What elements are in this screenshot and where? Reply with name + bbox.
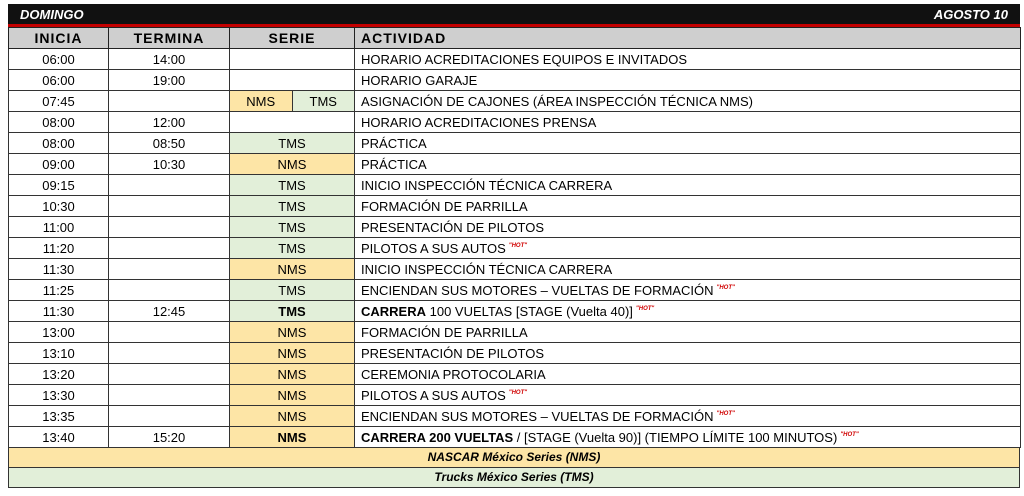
start-time: 10:30 <box>9 196 109 217</box>
activity-cell <box>355 133 1021 154</box>
table-row <box>9 175 1021 196</box>
series-cell <box>230 91 355 112</box>
end-time <box>109 217 230 238</box>
start-time: 13:10 <box>9 343 109 364</box>
series-cell: NMS <box>230 406 355 427</box>
table-row <box>9 133 1021 154</box>
activity-cell <box>355 217 1021 238</box>
series-cell: TMS <box>230 133 355 154</box>
hot-tag: "HOT" <box>508 243 528 250</box>
activity-cell <box>355 385 1021 406</box>
start-time: 08:00 <box>9 133 109 154</box>
activity-cell <box>355 196 1021 217</box>
start-time: 11:00 <box>9 217 109 238</box>
end-time: 08:50 <box>109 133 230 154</box>
table-row <box>9 91 1021 112</box>
activity-cell <box>355 280 1021 301</box>
table-row <box>9 322 1021 343</box>
activity-cell <box>355 238 1021 259</box>
day-header-bar <box>8 4 1020 24</box>
activity-cell <box>355 91 1021 112</box>
col-header-end: TERMINA <box>109 28 230 49</box>
start-time: 06:00 <box>9 49 109 70</box>
table-row <box>9 427 1021 448</box>
series-cell: NMS <box>230 427 355 448</box>
series-tms: TMS <box>293 91 355 111</box>
end-time: 15:20 <box>109 427 230 448</box>
hot-tag: "HOT" <box>635 306 655 313</box>
end-time <box>109 406 230 427</box>
end-time <box>109 175 230 196</box>
hot-tag: "HOT" <box>840 432 859 439</box>
activity-text: FORMACIÓN DE PARRILLA <box>361 324 528 340</box>
series-cell: TMS <box>230 238 355 259</box>
start-time: 13:00 <box>9 322 109 343</box>
series-cell: TMS <box>230 301 355 322</box>
series-cell: NMS <box>230 364 355 385</box>
start-time: 07:45 <box>9 91 109 112</box>
activity-text: ENCIENDAN SUS MOTORES – VUELTAS DE FORMACIÓN <box>361 408 714 424</box>
series-cell: NMS <box>230 322 355 343</box>
activity-cell <box>355 343 1021 364</box>
start-time: 13:40 <box>9 427 109 448</box>
activity-text: PRESENTACIÓN DE PILOTOS <box>361 345 545 361</box>
activity-text: CEREMONIA PROTOCOLARIA <box>361 366 546 382</box>
table-row <box>9 385 1021 406</box>
start-time: 11:30 <box>9 259 109 280</box>
col-header-start: INICIA <box>9 28 109 49</box>
table-row <box>9 196 1021 217</box>
date-label: AGOSTO 10 <box>933 6 1008 22</box>
start-time: 08:00 <box>9 112 109 133</box>
activity-cell <box>355 70 1021 91</box>
activity-text: ENCIENDAN SUS MOTORES – VUELTAS DE FORMACIÓN <box>361 282 714 298</box>
end-time: 14:00 <box>109 49 230 70</box>
activity-cell <box>355 259 1021 280</box>
table-row <box>9 280 1021 301</box>
activity-text: INICIO INSPECCIÓN TÉCNICA CARRERA <box>361 177 613 193</box>
activity-text: / [STAGE (Vuelta 90)] (TIEMPO LÍMITE 100 MINUTOS) <box>513 429 838 445</box>
activity-bold-text: CARRERA <box>361 303 426 319</box>
activity-bold-text: CARRERA 200 VUELTAS <box>361 429 514 445</box>
table-row <box>9 301 1021 322</box>
start-time: 11:25 <box>9 280 109 301</box>
activity-text: PILOTOS A SUS AUTOS <box>361 387 506 403</box>
activity-cell <box>355 154 1021 175</box>
activity-cell <box>355 427 1021 448</box>
series-cell: NMS <box>230 343 355 364</box>
series-nms: NMS <box>230 91 293 111</box>
series-cell: NMS <box>230 385 355 406</box>
day-label: DOMINGO <box>20 6 84 22</box>
col-header-activity: ACTIVIDAD <box>355 28 1021 49</box>
activity-cell <box>355 406 1021 427</box>
activity-cell <box>355 49 1021 70</box>
hot-tag: "HOT" <box>508 390 528 397</box>
start-time: 11:20 <box>9 238 109 259</box>
end-time <box>109 91 230 112</box>
start-time: 13:20 <box>9 364 109 385</box>
schedule-table <box>8 27 1021 448</box>
table-row <box>9 154 1021 175</box>
col-header-series: SERIE <box>230 28 355 49</box>
series-cell: TMS <box>230 217 355 238</box>
end-time <box>109 385 230 406</box>
series-cell: TMS <box>230 280 355 301</box>
end-time <box>109 322 230 343</box>
end-time <box>109 280 230 301</box>
series-cell <box>230 49 355 70</box>
table-header-row <box>9 28 1021 49</box>
hot-tag: "HOT" <box>716 411 735 418</box>
activity-cell <box>355 364 1021 385</box>
end-time <box>109 196 230 217</box>
activity-text: HORARIO ACREDITACIONES EQUIPOS E INVITADOS <box>361 51 688 67</box>
end-time: 19:00 <box>109 70 230 91</box>
activity-text: ASIGNACIÓN DE CAJONES (ÁREA INSPECCIÓN TÉCNICA NMS) <box>361 93 753 109</box>
end-time <box>109 238 230 259</box>
activity-text: FORMACIÓN DE PARRILLA <box>361 198 528 214</box>
end-time: 12:00 <box>109 112 230 133</box>
activity-text: 100 VUELTAS [STAGE (Vuelta 40)] <box>426 303 633 319</box>
end-time: 12:45 <box>109 301 230 322</box>
hot-tag: "HOT" <box>716 285 735 292</box>
legend-nms: NASCAR México Series (NMS) <box>8 448 1020 468</box>
series-cell: NMS <box>230 154 355 175</box>
end-time: 10:30 <box>109 154 230 175</box>
activity-text: PRÁCTICA <box>361 156 427 172</box>
start-time: 11:30 <box>9 301 109 322</box>
activity-text: PRESENTACIÓN DE PILOTOS <box>361 219 545 235</box>
series-cell <box>230 112 355 133</box>
table-row <box>9 49 1021 70</box>
start-time: 13:30 <box>9 385 109 406</box>
table-row <box>9 343 1021 364</box>
activity-cell <box>355 301 1021 322</box>
activity-text: INICIO INSPECCIÓN TÉCNICA CARRERA <box>361 261 613 277</box>
activity-text: PILOTOS A SUS AUTOS <box>361 240 506 256</box>
series-cell: TMS <box>230 175 355 196</box>
activity-text: PRÁCTICA <box>361 135 427 151</box>
activity-cell <box>355 112 1021 133</box>
start-time: 13:35 <box>9 406 109 427</box>
end-time <box>109 343 230 364</box>
series-cell: NMS <box>230 259 355 280</box>
activity-cell <box>355 175 1021 196</box>
series-cell: TMS <box>230 196 355 217</box>
activity-cell <box>355 322 1021 343</box>
series-cell <box>230 70 355 91</box>
end-time <box>109 364 230 385</box>
start-time: 09:15 <box>9 175 109 196</box>
table-row <box>9 238 1021 259</box>
start-time: 06:00 <box>9 70 109 91</box>
table-row <box>9 70 1021 91</box>
table-row <box>9 406 1021 427</box>
activity-text: HORARIO ACREDITACIONES PRENSA <box>361 114 597 130</box>
table-row <box>9 364 1021 385</box>
table-row <box>9 112 1021 133</box>
table-row <box>9 217 1021 238</box>
schedule-sheet <box>8 4 1020 488</box>
end-time <box>109 259 230 280</box>
legend-tms: Trucks México Series (TMS) <box>8 468 1020 488</box>
start-time: 09:00 <box>9 154 109 175</box>
activity-text: HORARIO GARAJE <box>361 72 478 88</box>
table-row <box>9 259 1021 280</box>
